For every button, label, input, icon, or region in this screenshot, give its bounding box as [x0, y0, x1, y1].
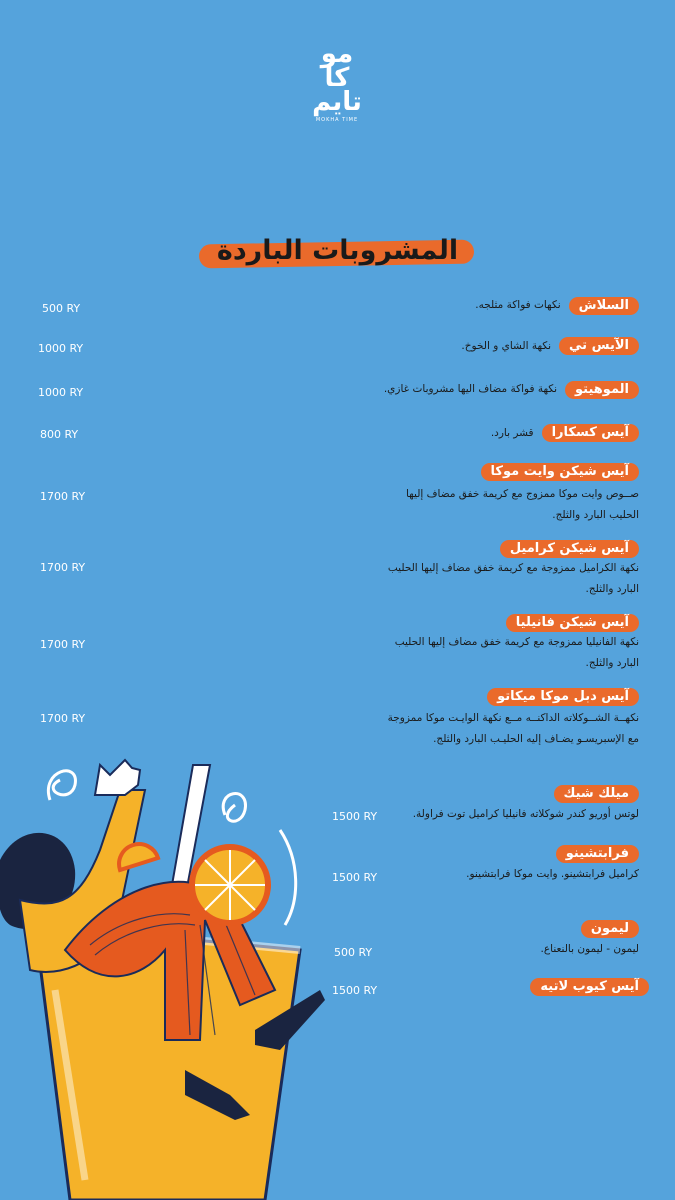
item-price: 1500 RY — [332, 810, 378, 823]
item-description: نكهة الكراميل ممزوجة مع كريمة خفق مضاف إليها الحليب البارد والثلج. — [387, 562, 639, 595]
item-name: السلاش — [569, 297, 639, 315]
item-price: 800 RY — [40, 428, 79, 441]
item-description: نكهات فواكة مثلجه. — [475, 299, 561, 311]
item-description: كراميل فرابتشينو. وايت موكا فرابتشينو. — [466, 868, 639, 880]
item-name: آيس كسكارا — [542, 424, 639, 442]
section-heading — [195, 228, 480, 274]
item-description: نكهة فواكة مضاف اليها مشروبات غازي. — [383, 383, 558, 395]
logo-english: MOKHA TIME — [315, 117, 359, 123]
item-name: ميلك شيك — [554, 785, 640, 803]
item-price: 1500 RY — [332, 871, 378, 884]
item-price: 1700 RY — [40, 490, 86, 503]
section-title: المشروبات الباردة — [216, 235, 459, 266]
item-name: الآيس تي — [559, 337, 639, 355]
item-name: الموهيتو — [565, 381, 639, 399]
item-name: آيس شيكن فانيليا — [506, 614, 639, 632]
item-description: صــوص وايت موكا ممزوج مع كريمة خفق مضاف إليها الحليب البارد والثلج. — [405, 488, 639, 521]
item-description: نكهــة الشــوكلاته الداكنــه مــع نكهة الوايـت موكا ممزوجة مع الإسبريسـو يضـاف إليه الحليـب البارد والثلج. — [387, 712, 639, 745]
item-description: قشر بارد. — [490, 427, 534, 439]
item-description: نكهة الفانيليا ممزوجة مع كريمة خفق مضاف إليها الحليب البارد والثلج. — [394, 636, 639, 669]
item-name: آيس شيكن وايت موكا — [481, 463, 639, 481]
item-price: 1500 RY — [332, 984, 378, 997]
item-price: 1700 RY — [40, 638, 86, 651]
item-name: آيس كيوب لاتيه — [530, 978, 649, 996]
item-description: نكهة الشاي و الخوخ. — [461, 340, 552, 352]
item-price: 500 RY — [334, 946, 373, 959]
item-price: 500 RY — [42, 302, 81, 315]
item-name: آيس دبل موكا ميكاتو — [487, 688, 639, 706]
item-price: 1700 RY — [40, 712, 86, 725]
item-description: لوتس أوريو كندر شوكلاته فانيليا كراميل توت فراولة. — [412, 808, 639, 820]
item-price: 1700 RY — [40, 561, 86, 574]
item-price: 1000 RY — [38, 386, 84, 399]
item-price: 1000 RY — [38, 342, 84, 355]
item-name: آيس شيكن كراميل — [500, 540, 639, 558]
item-description: ليمون - ليمون بالنعناع. — [540, 943, 639, 955]
item-name: ليمون — [581, 920, 639, 938]
item-name: فرابتشينو — [556, 845, 639, 863]
logo-arabic: مو كا تايم — [312, 39, 362, 117]
brand-logo — [287, 39, 387, 123]
